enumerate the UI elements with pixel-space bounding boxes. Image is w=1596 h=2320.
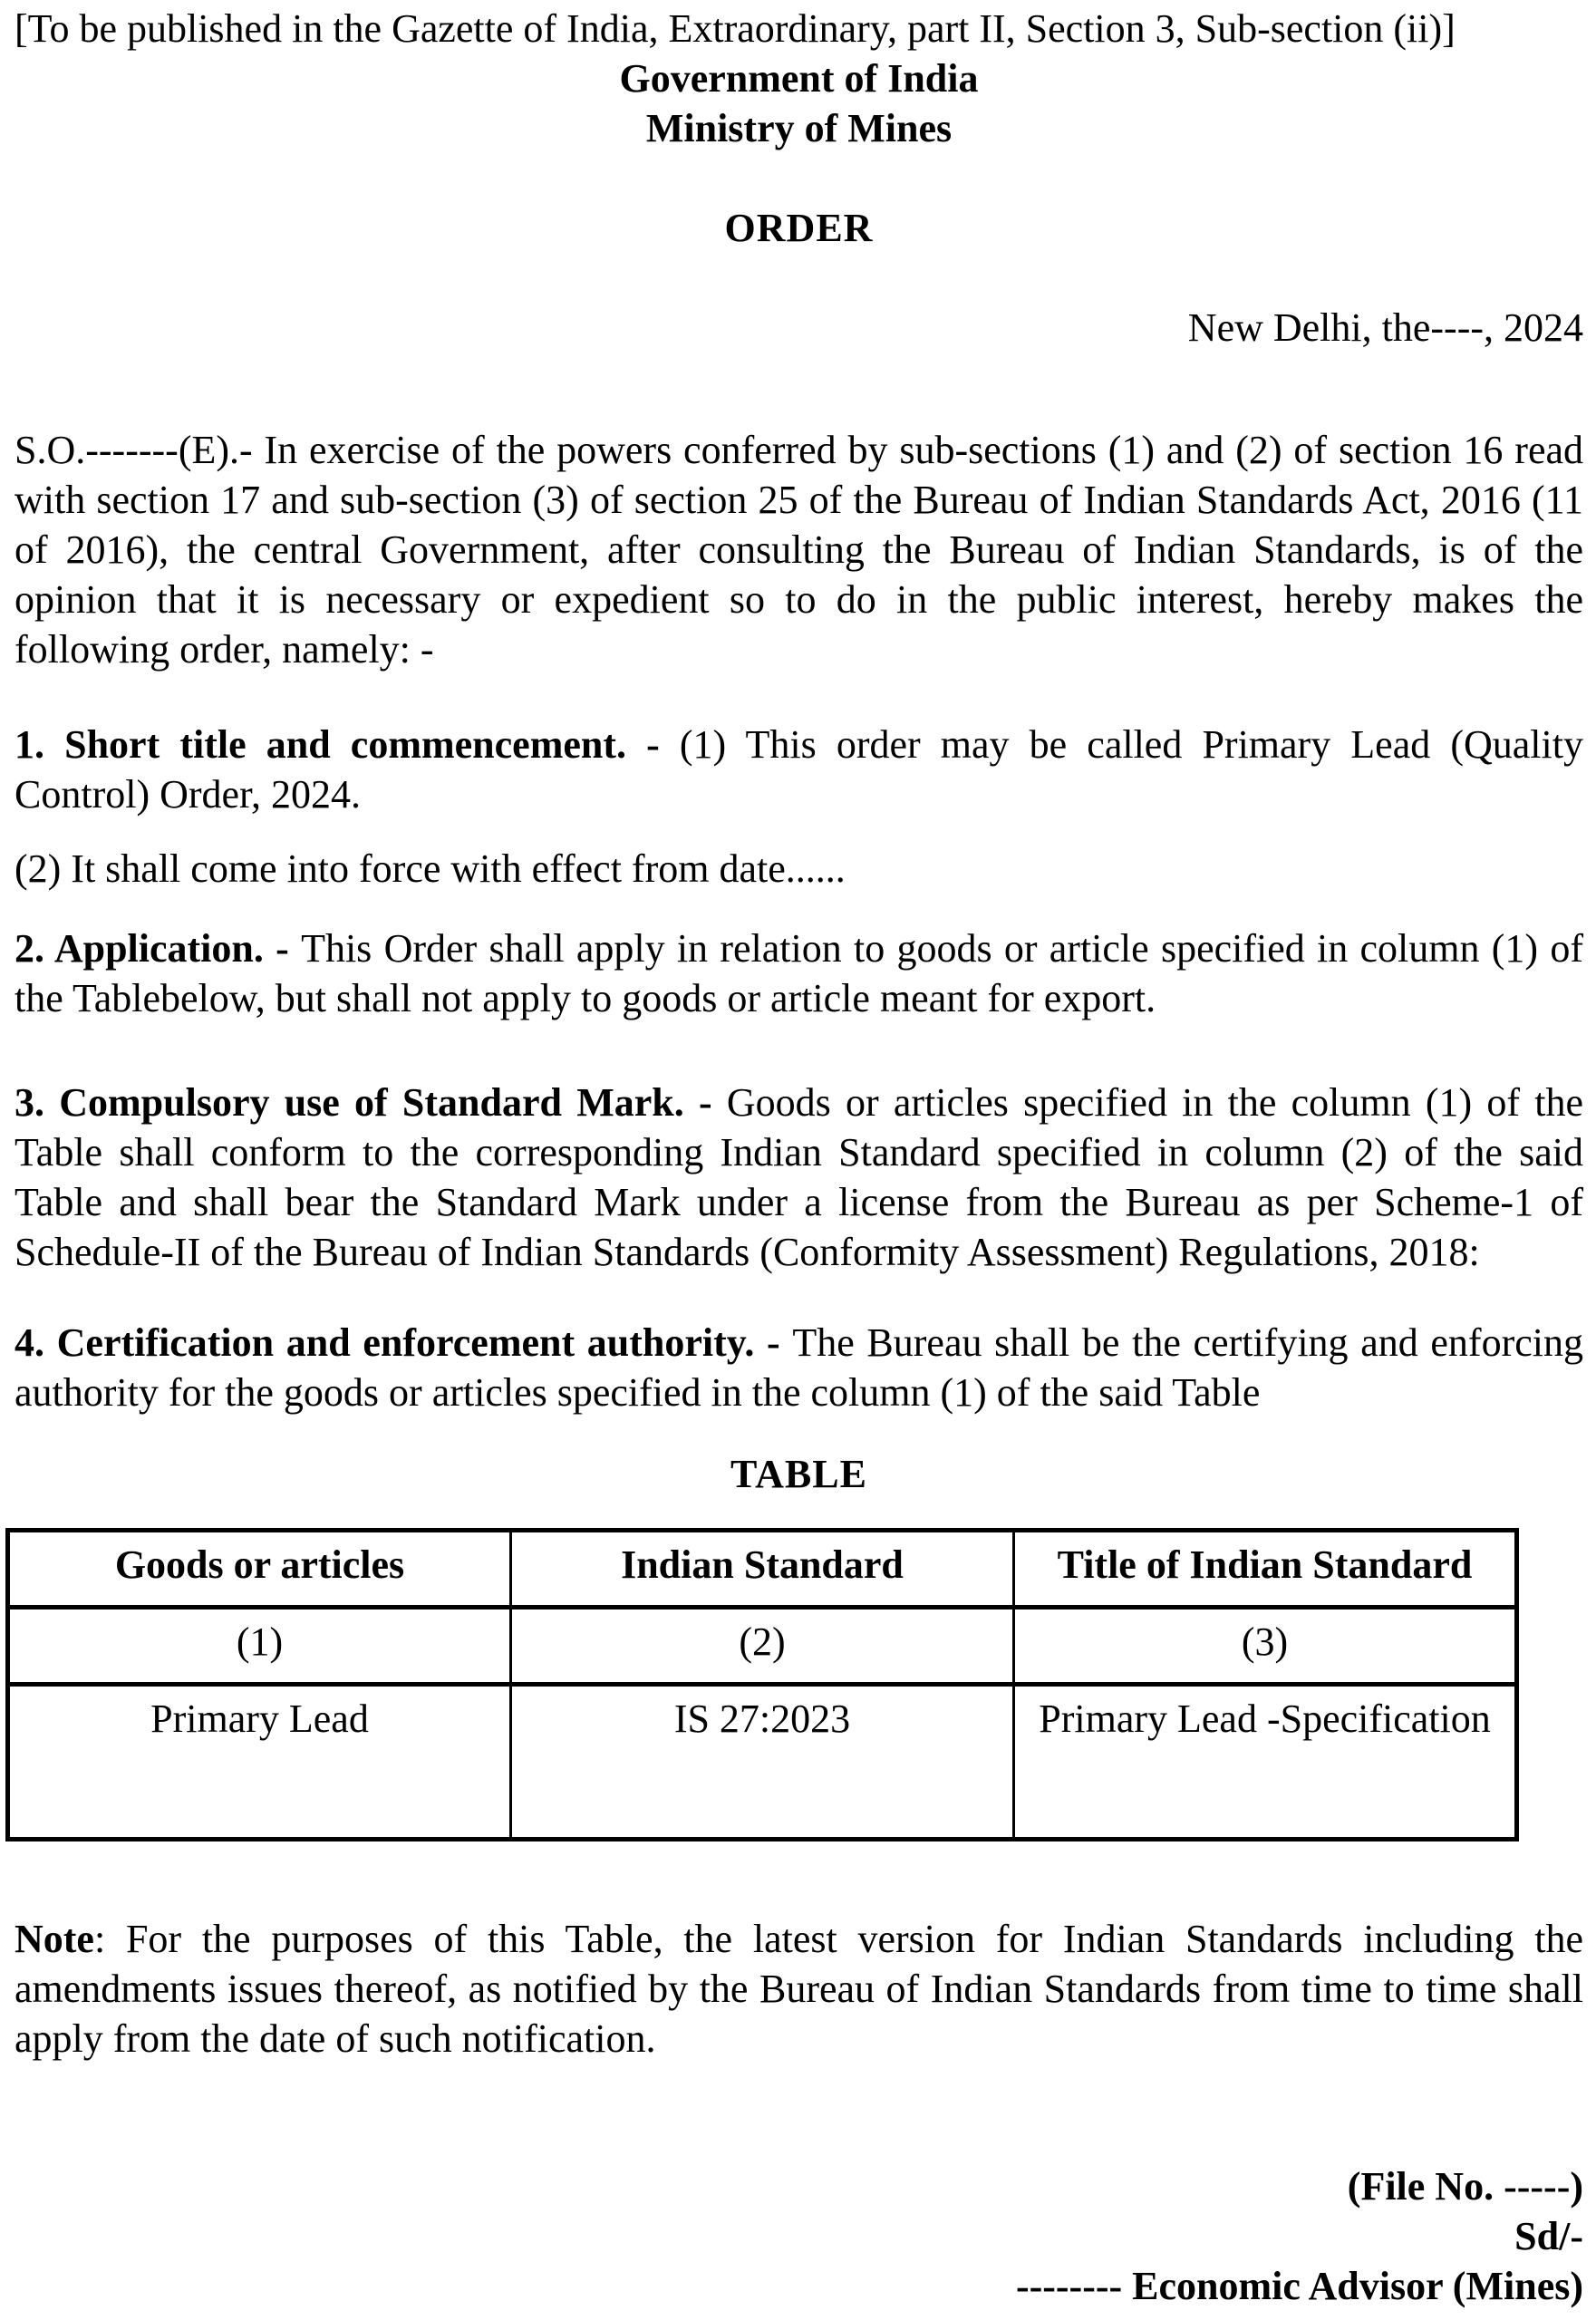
- ministry-title: Ministry of Mines: [645, 106, 953, 150]
- section-2-heading: 2. Application. -: [15, 926, 302, 971]
- file-number-line: (File No. -----): [1347, 2164, 1583, 2209]
- table-column-number-row: [8, 1608, 1517, 1685]
- table-header-goods: Goods or articles: [8, 1531, 511, 1608]
- section-1-heading: 1. Short title and commencement. -: [15, 722, 680, 767]
- section-3-heading: 3. Compulsory use of Standard Mark. -: [15, 1080, 727, 1125]
- table-header-row: [8, 1531, 1517, 1608]
- table-row: [8, 1685, 1517, 1840]
- dateline: New Delhi, the----, 2024: [1187, 305, 1583, 350]
- table-title: TABLE: [730, 1452, 867, 1496]
- section-2-body: This Order shall apply in relation to goods or article specified in column (1) of the Tablebelow, but shall not apply to goods or article meant for export.: [15, 926, 1583, 1020]
- note-body: : For the purposes of this Table, the latest version for Indian Standards including the amendments issues thereof, as notified by the Bureau of Indian Standards from time to time shall apply from the date of such notification.: [15, 1917, 1583, 2061]
- table-header-standard: Indian Standard: [511, 1531, 1014, 1608]
- designation-line: -------- Economic Advisor (Mines): [1015, 2264, 1583, 2308]
- section-3-body: Goods or articles specified in the column (1) of the Table shall conform to the corresponding Indian Standard specified in column (2) of the said Table and shall bear the Standard Mark under a license from the Bureau as per Scheme-1 of Schedule-II of the Bureau of Indian Standards (Conformity Assessment) Regulations, 2018:: [15, 1080, 1583, 1274]
- table-colnum-3: (3): [1014, 1608, 1517, 1685]
- table-cell-title: Primary Lead -Specification: [1014, 1685, 1517, 1840]
- document-page: [15, 4, 1583, 2311]
- so-paragraph: S.O.-------(E).- In exercise of the powers conferred by sub-sections (1) and (2) of section 16 read with section 17 and sub-section (3) of section 25 of the Bureau of Indian Standards Act, 2016 (11 of 2016), the central Government, after consulting the Bureau of Indian Standards, is of the opinion that it is necessary or expedient so to do in the public interest, hereby makes the following order, namely: -: [15, 428, 1583, 672]
- table-header-title: Title of Indian Standard: [1014, 1531, 1517, 1608]
- table-colnum-2: (2): [511, 1608, 1014, 1685]
- table-cell-standard: IS 27:2023: [511, 1685, 1014, 1840]
- order-heading: ORDER: [724, 206, 874, 250]
- section-1-subclause: (2) It shall come into force with effect from date......: [15, 846, 846, 891]
- note-label: Note: [15, 1917, 94, 1961]
- section-3-paragraph: [15, 1078, 1583, 1277]
- government-title: Government of India: [619, 56, 979, 101]
- section-4-heading: 4. Certification and enforcement authority. -: [15, 1320, 793, 1365]
- section-1-body: (1) This order may be called Primary Lead (Quality Control) Order, 2024.: [15, 722, 1583, 817]
- section-1-paragraph: [15, 720, 1583, 819]
- sd-line: Sd/-: [1514, 2214, 1583, 2258]
- section-4-body: The Bureau shall be the certifying and enforcing authority for the goods or articles specified in the column (1) of the said Table: [15, 1320, 1583, 1415]
- gazette-publication-line: [To be published in the Gazette of India, Extraordinary, part II, Section 3, Sub-section (ii)]: [15, 6, 1456, 51]
- note-paragraph: [15, 1914, 1583, 2064]
- table-colnum-1: (1): [8, 1608, 511, 1685]
- section-2-paragraph: [15, 923, 1583, 1023]
- section-4-paragraph: [15, 1318, 1583, 1417]
- table-cell-goods: Primary Lead: [8, 1685, 511, 1840]
- signature-block: [15, 2161, 1583, 2311]
- standards-table: [5, 1528, 1519, 1842]
